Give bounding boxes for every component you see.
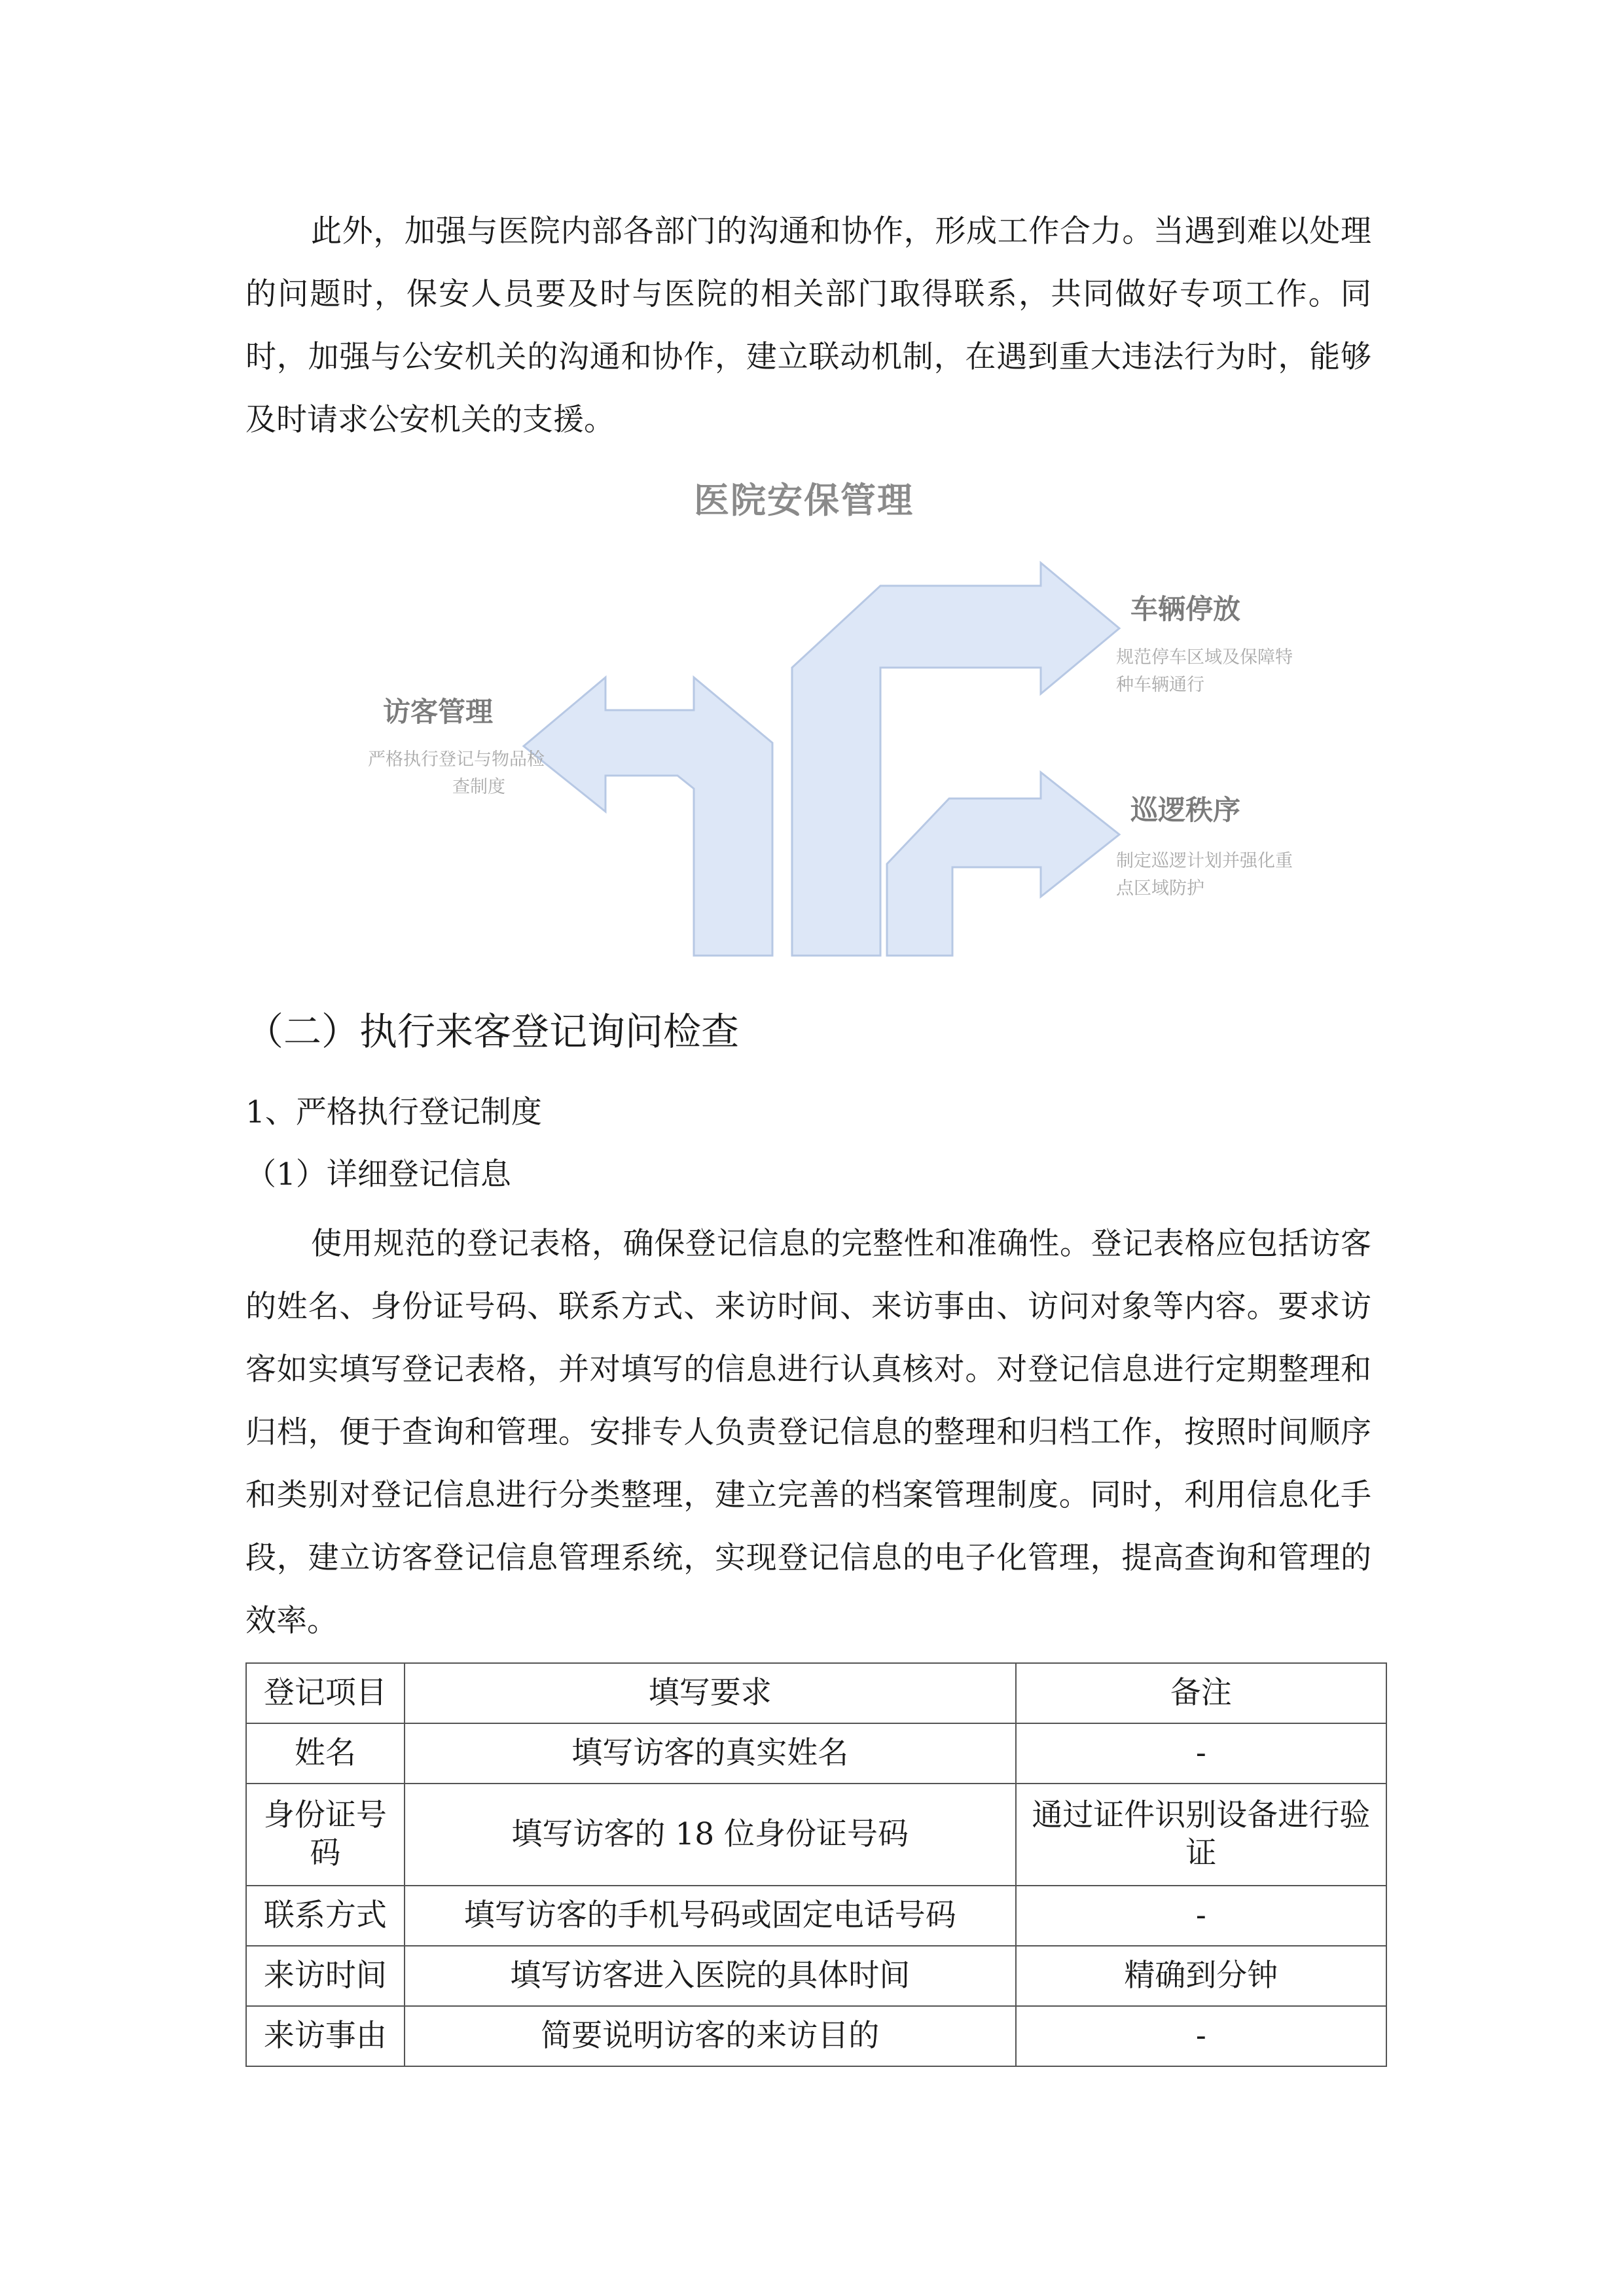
table-row [246,2006,1386,2066]
table-cell: - [1016,1886,1386,1946]
table-header-cell: 填写要求 [405,1663,1016,1723]
subheading-registration-system: 1、严格执行登记制度 [245,1094,542,1130]
table-cell: 姓名 [246,1723,405,1784]
table-cell: 填写访客的手机号码或固定电话号码 [405,1886,1016,1946]
diagram-desc-patrol-line2: 点区域防护 [1116,878,1204,899]
diagram-desc-visitor-line1: 严格执行登记与物品检 [368,749,545,770]
intro-paragraph: 此外，加强与医院内部各部门的沟通和协作，形成工作合力。当遇到难以处理的问题时，保安人员要及时与医院的相关部门取得联系，共同做好专项工作。同时，加强与公安机关的沟通和协作，建立联动机制，在遇到重大违法行为时，能够及时请求公安机关的支援。 [245,213,1371,438]
table-cell: 来访时间 [246,1946,405,2006]
table-cell: 精确到分钟 [1016,1946,1386,2006]
diagram-desc-patrol-line1: 制定巡逻计划并强化重 [1116,851,1293,871]
table-header-cell: 登记项目 [246,1663,405,1723]
diagram-desc-vehicle-line2: 种车辆通行 [1116,675,1204,695]
table-cell: 来访事由 [246,2006,405,2066]
diagram-label-vehicle: 车辆停放 [1130,593,1241,625]
diagram-desc-vehicle-line1: 规范停车区域及保障特 [1116,647,1293,668]
table-row [246,1886,1386,1946]
security-management-diagram [0,0,1624,1001]
registration-paragraph: 使用规范的登记表格，确保登记信息的完整性和准确性。登记表格应包括访客的姓名、身份证号码、联系方式、来访时间、来访事由、访问对象等内容。要求访客如实填写登记表格，并对填写的信息进行认真核对。对登记信息进行定期整理和归档，便于查询和管理。安排专人负责登记信息的整理和归档工作，按照时间顺序和类别对登记信息进行分类整理，建立完善的档案管理制度。同时，利用信息化手段，建立访客登记信息管理系统，实现登记信息的电子化管理，提高查询和管理的效率。 [245,1226,1371,1639]
table-row [246,1946,1386,2006]
diagram-desc-visitor [270,746,545,801]
subheading-detailed-info: （1）详细登记信息 [245,1157,511,1193]
diagram-label-visitor: 访客管理 [383,696,494,728]
table-cell: - [1016,2006,1386,2066]
table-row [246,1723,1386,1784]
table-cell: 简要说明访客的来访目的 [405,2006,1016,2066]
table-cell: 填写访客进入医院的具体时间 [405,1946,1016,2006]
table-cell: 通过证件识别设备进行验证 [1016,1784,1386,1886]
diagram-title: 医院安保管理 [694,480,914,521]
arrow-vehicle-right [792,563,1119,956]
arrow-patrol-right [887,772,1119,956]
diagram-desc-vehicle [1116,644,1391,699]
table-header-cell: 备注 [1016,1663,1386,1723]
arrow-visitor-left [524,677,772,956]
table-header-row [246,1663,1386,1723]
diagram-desc-visitor-line2: 查制度 [452,777,505,797]
table-cell: 填写访客的 18 位身份证号码 [405,1784,1016,1886]
registration-table [245,1662,1387,2067]
diagram-desc-patrol [1116,848,1391,903]
table-cell: 填写访客的真实姓名 [405,1723,1016,1784]
section-heading: （二）执行来客登记询问检查 [245,1009,740,1054]
table-cell: - [1016,1723,1386,1784]
table-cell: 联系方式 [246,1886,405,1946]
table-row [246,1784,1386,1886]
diagram-label-patrol: 巡逻秩序 [1130,794,1241,826]
table-cell: 身份证号码 [246,1784,405,1886]
